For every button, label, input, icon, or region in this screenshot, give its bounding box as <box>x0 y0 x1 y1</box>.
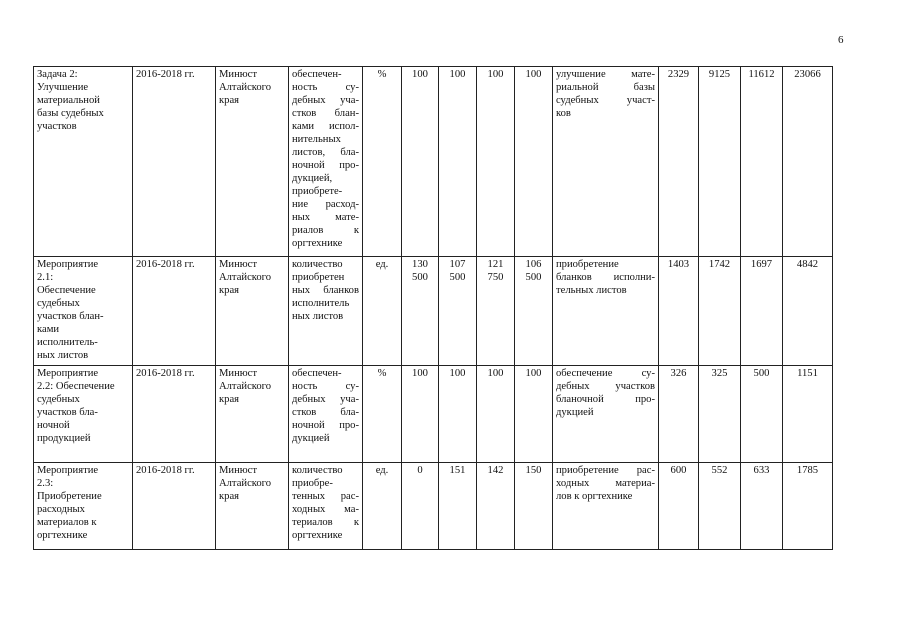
executor-cell-line: Алтайского <box>219 381 272 392</box>
indicator-cell-line: ность су- <box>292 381 359 392</box>
funding-2017-cell: 9125 <box>699 67 741 257</box>
measure-name-cell-line: участков <box>37 121 77 132</box>
indicator-cell-line: количество <box>292 259 343 270</box>
period-cell: 2016-2018 гг. <box>133 257 216 366</box>
value-2016-cell-line: 100 <box>449 69 466 80</box>
indicator-cell-line: дебных уча- <box>292 394 359 405</box>
executor-cell-line: Минюст <box>219 69 258 80</box>
indicator-cell-line: нительных <box>292 134 341 145</box>
value-2018-cell-line: 500 <box>525 272 542 283</box>
result-cell-line: тельных листов <box>556 285 627 296</box>
value-2016-cell-line: 500 <box>449 272 466 283</box>
measure-name-cell-line: материальной <box>37 95 100 106</box>
funding-2018-cell: 633 <box>741 463 783 550</box>
result-cell-line: ков <box>556 108 571 119</box>
funding-total-cell: 1785 <box>783 463 833 550</box>
value-2018-cell <box>515 463 553 550</box>
value-2015-cell <box>402 67 439 257</box>
indicator-cell-line: дукцией, <box>292 173 333 184</box>
measure-name-cell <box>34 257 133 366</box>
indicator-cell-line: оргтехнике <box>292 238 343 249</box>
executor-cell <box>216 257 289 366</box>
measure-name-cell-line: Приобретение <box>37 491 102 502</box>
funding-2018-cell: 11612 <box>741 67 783 257</box>
value-2015-cell-line: 100 <box>412 368 428 379</box>
funding-2016-cell: 600 <box>659 463 699 550</box>
funding-2018-cell: 1697 <box>741 257 783 366</box>
indicator-cell-line: стков блан- <box>292 108 359 119</box>
measure-name-cell <box>34 67 133 257</box>
result-cell-line: бланков исполни- <box>556 272 655 283</box>
indicator-cell-line: дебных уча- <box>292 95 359 106</box>
value-2015-cell <box>402 257 439 366</box>
indicator-cell-line: дукцией <box>292 433 330 444</box>
result-cell-line: приобретение <box>556 259 619 270</box>
funding-2016-cell: 2329 <box>659 67 699 257</box>
measure-name-cell-line: базы судебных <box>37 108 104 119</box>
indicator-cell-line: обеспечен- <box>292 69 342 80</box>
indicator-cell-line: ночной про- <box>292 160 359 171</box>
measure-name-cell-line: ных листов <box>37 350 89 361</box>
executor-cell <box>216 463 289 550</box>
table-row <box>34 463 833 550</box>
period-cell: 2016-2018 гг. <box>133 67 216 257</box>
value-2017-cell-line: 121 <box>487 259 504 270</box>
unit-cell: ед. <box>363 463 402 550</box>
indicator-cell-line: листов, бла- <box>292 147 359 158</box>
funding-total-cell: 23066 <box>783 67 833 257</box>
value-2018-cell <box>515 257 553 366</box>
funding-total-cell: 1151 <box>783 366 833 463</box>
funding-2016-cell: 326 <box>659 366 699 463</box>
measure-name-cell <box>34 463 133 550</box>
result-cell <box>553 67 659 257</box>
result-cell-line: лов к оргтехнике <box>556 491 633 502</box>
indicator-cell-line: териалов к <box>292 517 359 528</box>
executor-cell-line: края <box>219 285 240 296</box>
executor-cell-line: края <box>219 394 240 405</box>
value-2015-cell-line: 500 <box>412 272 428 283</box>
value-2018-cell <box>515 67 553 257</box>
measure-name-cell-line: судебных <box>37 394 80 405</box>
indicator-cell-line: ных бланков <box>292 285 359 296</box>
value-2016-cell <box>439 463 477 550</box>
indicator-cell-line: риалов к <box>292 225 359 236</box>
measure-name-cell-line: судебных <box>37 298 80 309</box>
executor-cell-line: Алтайского <box>219 478 272 489</box>
measure-name-cell-line: Обеспечение <box>37 285 96 296</box>
measure-name-cell-line: ночной <box>37 420 70 431</box>
value-2017-cell-line: 100 <box>487 368 504 379</box>
value-2018-cell-line: 100 <box>525 69 542 80</box>
measure-name-cell-line: исполнитель- <box>37 337 98 348</box>
table-body <box>34 67 833 550</box>
measure-name-cell-line: Мероприятие <box>37 259 99 270</box>
measure-name-cell-line: участков блан- <box>37 311 104 322</box>
measure-name-cell-line: Мероприятие <box>37 368 99 379</box>
indicator-cell-line: ных мате- <box>292 212 359 223</box>
table-row <box>34 67 833 257</box>
indicator-cell-line: приобрете- <box>292 186 343 197</box>
indicator-cell <box>289 463 363 550</box>
result-cell <box>553 257 659 366</box>
value-2016-cell-line: 100 <box>449 368 466 379</box>
indicator-cell <box>289 366 363 463</box>
measure-name-cell-line: продукцией <box>37 433 91 444</box>
value-2017-cell <box>477 257 515 366</box>
result-cell-line: риальной базы <box>556 82 655 93</box>
indicator-cell-line: тенных рас- <box>292 491 359 502</box>
funding-2017-cell: 552 <box>699 463 741 550</box>
indicator-cell <box>289 67 363 257</box>
indicator-cell-line: обеспечен- <box>292 368 342 379</box>
value-2018-cell-line: 100 <box>525 368 542 379</box>
measure-name-cell-line: Мероприятие <box>37 465 99 476</box>
measure-name-cell-line: Задача 2: <box>37 69 78 80</box>
value-2017-cell <box>477 463 515 550</box>
executor-cell-line: Минюст <box>219 368 258 379</box>
indicator-cell-line: количество <box>292 465 343 476</box>
executor-cell-line: Минюст <box>219 259 258 270</box>
indicator-cell <box>289 257 363 366</box>
indicator-cell-line: ходных ма- <box>292 504 359 515</box>
value-2017-cell-line: 100 <box>487 69 504 80</box>
measure-name-cell-line: оргтехнике <box>37 530 88 541</box>
indicator-cell-line: исполнитель <box>292 298 350 309</box>
result-cell-line: ходных материа- <box>556 478 655 489</box>
result-cell-line: приобретение рас- <box>556 465 655 476</box>
unit-cell: % <box>363 366 402 463</box>
funding-2017-cell: 1742 <box>699 257 741 366</box>
value-2018-cell-line: 150 <box>525 465 542 476</box>
measure-name-cell-line: 2.3: <box>37 478 54 489</box>
result-cell <box>553 463 659 550</box>
result-cell-line: обеспечение су- <box>556 368 655 379</box>
period-cell: 2016-2018 гг. <box>133 366 216 463</box>
measure-name-cell <box>34 366 133 463</box>
period-cell: 2016-2018 гг. <box>133 463 216 550</box>
value-2017-cell-line: 142 <box>487 465 504 476</box>
indicator-cell-line: ние расход- <box>292 199 359 210</box>
executor-cell-line: Минюст <box>219 465 258 476</box>
value-2017-cell <box>477 366 515 463</box>
indicator-cell-line: ных листов <box>292 311 344 322</box>
value-2016-cell-line: 151 <box>449 465 466 476</box>
measure-name-cell-line: расходных <box>37 504 85 515</box>
value-2015-cell <box>402 366 439 463</box>
value-2015-cell <box>402 463 439 550</box>
page-number: 6 <box>838 34 844 46</box>
result-cell <box>553 366 659 463</box>
value-2017-cell <box>477 67 515 257</box>
indicator-cell-line: ность су- <box>292 82 359 93</box>
indicator-cell-line: стков бла- <box>292 407 359 418</box>
value-2018-cell <box>515 366 553 463</box>
value-2016-cell <box>439 257 477 366</box>
measure-name-cell-line: 2.1: <box>37 272 54 283</box>
funding-2016-cell: 1403 <box>659 257 699 366</box>
unit-cell: % <box>363 67 402 257</box>
value-2016-cell-line: 107 <box>449 259 466 270</box>
indicator-cell-line: ками испол- <box>292 121 359 132</box>
measure-name-cell-line: Улучшение <box>37 82 89 93</box>
table-row <box>34 366 833 463</box>
unit-cell: ед. <box>363 257 402 366</box>
executor-cell-line: края <box>219 95 240 106</box>
indicator-cell-line: оргтехнике <box>292 530 343 541</box>
indicator-cell-line: ночной про- <box>292 420 359 431</box>
executor-cell-line: Алтайского <box>219 272 272 283</box>
measure-name-cell-line: 2.2: Обеспечение <box>37 381 115 392</box>
value-2015-cell-line: 100 <box>412 69 428 80</box>
value-2016-cell <box>439 67 477 257</box>
measure-name-cell-line: ками <box>37 324 60 335</box>
executor-cell <box>216 67 289 257</box>
funding-2018-cell: 500 <box>741 366 783 463</box>
value-2017-cell-line: 750 <box>487 272 504 283</box>
value-2016-cell <box>439 366 477 463</box>
funding-2017-cell: 325 <box>699 366 741 463</box>
value-2018-cell-line: 106 <box>525 259 542 270</box>
executor-cell-line: края <box>219 491 240 502</box>
result-cell-line: дукцией <box>556 407 594 418</box>
executor-cell-line: Алтайского <box>219 82 272 93</box>
measure-name-cell-line: материалов к <box>37 517 97 528</box>
table-row <box>34 257 833 366</box>
executor-cell <box>216 366 289 463</box>
result-cell-line: бланочной про- <box>556 394 655 405</box>
indicator-cell-line: приобре- <box>292 478 333 489</box>
result-cell-line: судебных участ- <box>556 95 655 106</box>
value-2015-cell-line: 130 <box>412 259 428 270</box>
measure-name-cell-line: участков бла- <box>37 407 98 418</box>
result-cell-line: улучшение мате- <box>556 69 655 80</box>
value-2015-cell-line: 0 <box>417 465 423 476</box>
funding-total-cell: 4842 <box>783 257 833 366</box>
indicator-cell-line: приобретен <box>292 272 345 283</box>
result-cell-line: дебных участков <box>556 381 655 392</box>
program-table <box>33 66 833 550</box>
